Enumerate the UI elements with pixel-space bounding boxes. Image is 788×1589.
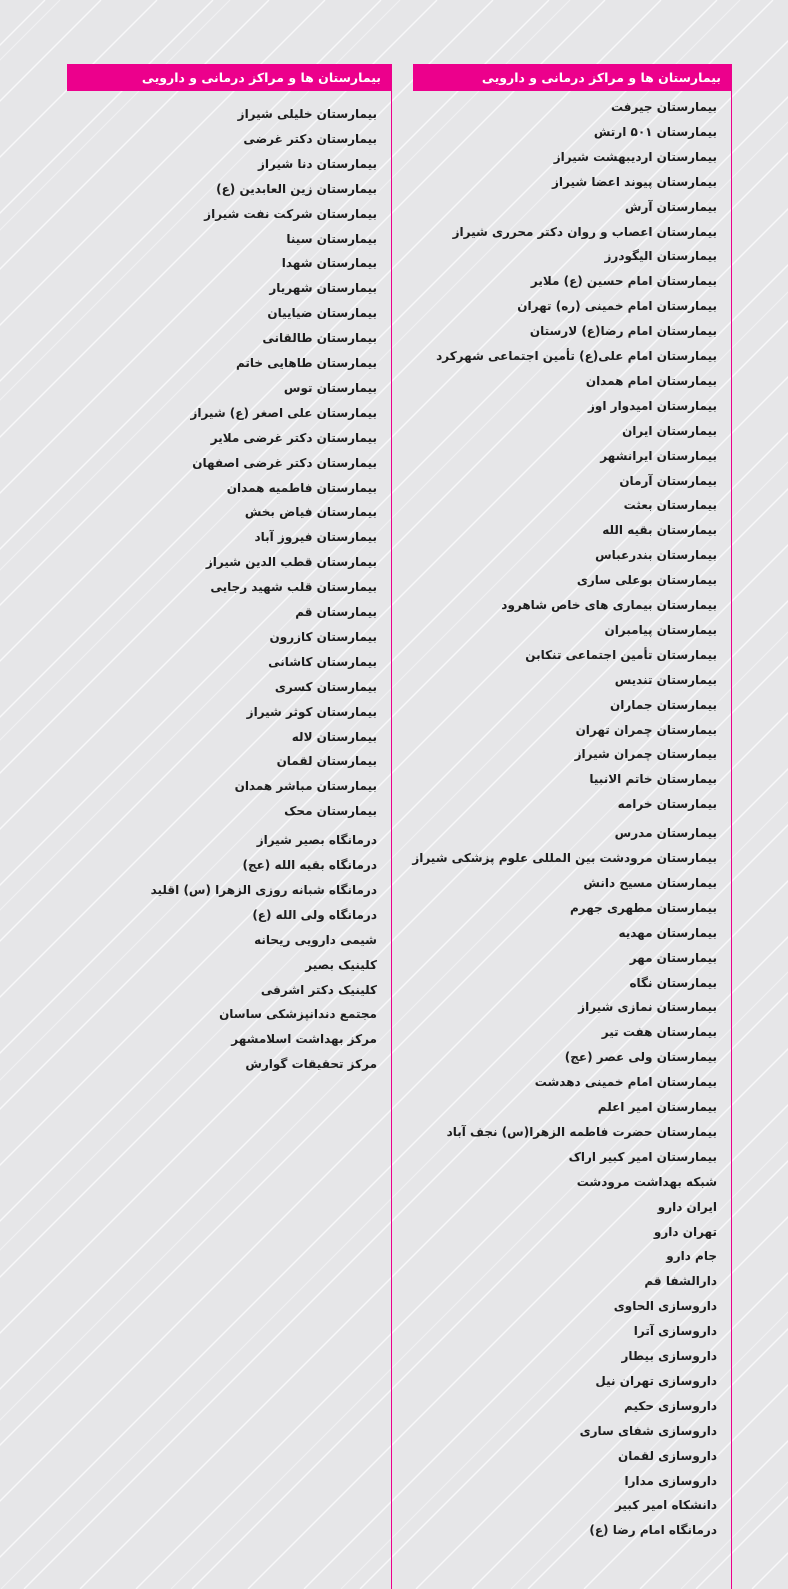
list-item: بیمارستان توس [283,380,377,395]
list-item: بیمارستان دنا شیراز [257,156,377,171]
list-item: بیمارستان امام خمینی (ره) تهران [517,299,717,314]
list-item: درمانگاه بصیر شیراز [256,833,377,848]
list-item: بیمارستان حضرت فاطمه الزهرا(س) نجف آباد [446,1124,717,1139]
list-item: بیمارستان امام خمینی دهدشت [534,1075,717,1090]
list-item: بیمارستان محک [284,804,377,819]
list-item: بیمارستان بعثت [623,498,717,513]
list-item: بیمارستان ولی عصر (عج) [564,1050,717,1065]
list-item: بیمارستان ضیاییان [267,306,377,321]
list-item: بیمارستان زین العابدین (ع) [216,181,377,196]
list-item: بیمارستان امام همدان [585,373,717,388]
list-item: بیمارستان فاطمیه همدان [226,480,377,495]
list-item: شیمی دارویی ریحانه [254,932,377,947]
list-item: بیمارستان امام رضا(ع) لارستان [529,324,717,339]
list-item: بیمارستان خاتم الانبیا [589,772,717,787]
list-item: بیمارستان مطهری جهرم [570,900,717,915]
list-item: بیمارستان مدرس [614,826,717,841]
list-item: بیمارستان ایران [622,423,717,438]
list-item: بیمارستان دکتر غرضی اصفهان [192,455,377,470]
list-item: بیمارستان خلیلی شیراز [237,107,377,121]
list-item: بیمارستان لاله [291,729,377,744]
list-item: بیمارستان نگاه [629,975,717,990]
list-item: بیمارستان کاشانی [268,654,377,669]
list-item: بیمارستان فیروز آباد [254,530,377,545]
right-column [413,64,732,1589]
list-item: بیمارستان قم [295,605,377,619]
list-item: تهران دارو [653,1224,717,1239]
list-item: بیمارستان سینا [286,231,377,246]
list-item: مرکز بهداشت اسلامشهر [231,1032,377,1047]
list-item: بیمارستان امیر اعلم [597,1100,717,1114]
list-item: بیمارستان شهریار [269,281,377,296]
list-item: داروسازی تهران نیل [595,1373,717,1388]
right-column-header: بیمارستان ها و مراکز درمانی و دارویی [413,64,731,91]
list-item: بیمارستان نمازی شیراز [578,1000,717,1015]
list-item: بیمارستان بوعلی ساری [576,573,717,588]
list-item: دارالشفا قم [644,1274,717,1289]
list-item: بیمارستان علی اصغر (ع) شیراز [190,405,377,420]
list-item: درمانگاه امام رضا (ع) [589,1523,717,1538]
list-item: بیمارستان امام حسین (ع) ملایر [530,274,717,289]
list-item: داروسازی مدارا [624,1473,717,1488]
list-item: بیمارستان هفت تیر [601,1025,717,1040]
list-item: بیمارستان شرکت نفت شیراز [204,206,377,221]
list-item: بیمارستان بیماری های خاص شاهرود [501,598,717,612]
list-item: بیمارستان الیگودرز [604,249,717,264]
list-item: ایران دارو [657,1199,717,1214]
list-item: داروسازی آترا [633,1324,717,1339]
left-column [67,64,392,1589]
list-item: بیمارستان دکتر غرضی ملایر [210,430,377,445]
list-item: داروسازی الحاوی [613,1299,717,1314]
list-item: کلینیک بصیر [305,957,377,972]
list-item: بیمارستان پیامبران [604,622,717,637]
list-item: بیمارستان پیوند اعضا شیراز [551,174,717,189]
list-item: بیمارستان فیاض بخش [244,505,377,520]
list-item: بیمارستان شهدا [281,256,377,271]
list-item: داروسازی لقمان [618,1448,717,1463]
list-item: بیمارستان امیر کبیر اراک [568,1149,717,1164]
list-item: بیمارستان مهر [629,950,717,965]
list-item: بیمارستان کوثر شیراز [246,704,377,719]
list-item: داروسازی حکیم [624,1398,717,1413]
list-item: بیمارستان خرامه [617,797,717,812]
list-item: بیمارستان قلب شهید رجایی [210,580,377,595]
list-item: بیمارستان ۵۰۱ ارتش [593,124,717,139]
list-item: مرکز تحقیقات گوارش [245,1057,377,1072]
list-item: مجتمع دندانپزشکی ساسان [219,1007,377,1022]
list-item: بیمارستان مباشر همدان [234,779,377,794]
list-item: بیمارستان طالقانی [262,331,377,346]
list-item: بیمارستان جیرفت [610,100,717,114]
list-item: بیمارستان مهدیه [618,925,717,940]
list-item: بیمارستان آرمان [619,473,717,488]
list-item: بیمارستان کسری [274,679,377,694]
list-item: بیمارستان تأمین اجتماعی تنکابن [525,647,717,662]
list-item: بیمارستان امیدوار اوز [588,398,717,413]
list-item: بیمارستان طاهایی خاتم [235,356,377,370]
list-item: داروسازی شفای ساری [579,1423,717,1438]
list-item: دانشکاه امیر کبیر [614,1498,717,1513]
list-item: بیمارستان قطب الدین شیراز [205,555,377,570]
list-item: بیمارستان تندیس [614,672,717,687]
list-item: درمانگاه شبانه روزی الزهرا (س) اقلید [150,882,377,897]
list-item: بیمارستان جماران [610,697,717,712]
list-item: بیمارستان چمران تهران [575,722,717,737]
list-item: بیمارستان اردیبهشت شیراز [553,149,717,164]
list-item: بیمارستان امام علی(ع) تأمین اجتماعی شهرکرد [436,349,717,363]
list-item: بیمارستان مسیح دانش [583,875,717,890]
list-item: شبکه بهداشت مرودشت [576,1174,717,1189]
list-item: بیمارستان مرودشت بین المللی علوم پزشکی شیراز [412,851,717,865]
list-item: جام دارو [666,1249,717,1264]
list-item: درمانگاه بقیه الله (عج) [242,858,377,872]
list-item: درمانگاه ولی الله (ع) [252,907,377,922]
list-item: بیمارستان دکتر غرضی [243,131,377,146]
list-item: بیمارستان ایرانشهر [600,448,717,463]
list-item: بیمارستان لقمان [276,754,377,769]
list-item: بیمارستان اعصاب و روان دکتر محرری شیراز [452,224,717,239]
list-item: بیمارستان بقیه الله [602,523,717,538]
list-item: داروسازی بیطار [621,1349,717,1363]
list-item: بیمارستان کازرون [269,629,377,644]
list-item: بیمارستان بندرعباس [595,548,717,563]
list-item: بیمارستان چمران شیراز [574,747,717,762]
list-item: کلینیک دکتر اشرفی [260,982,377,997]
left-column-header: بیمارستان ها و مراکز درمانی و دارویی [67,64,391,91]
list-item: بیمارستان آرش [624,199,717,214]
